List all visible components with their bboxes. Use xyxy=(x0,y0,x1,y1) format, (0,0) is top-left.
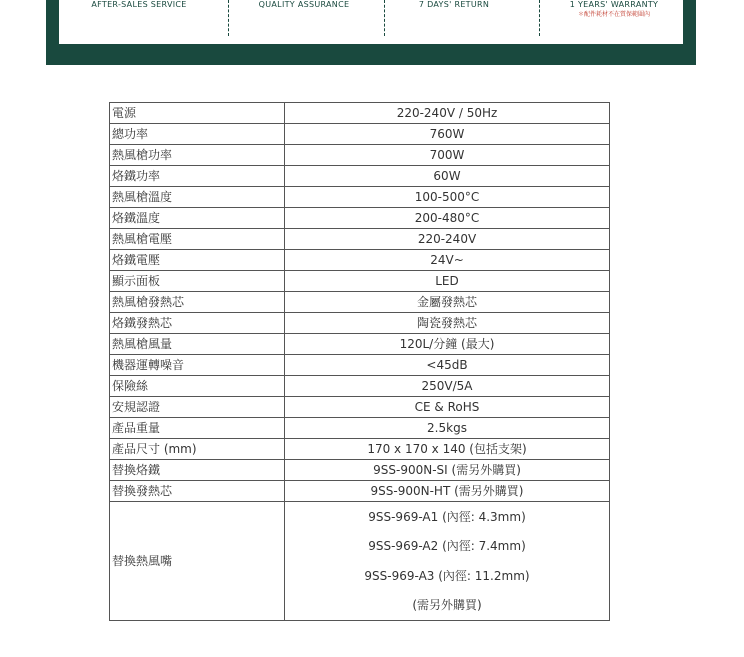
table-row xyxy=(110,145,610,166)
spec-key: 替換熱風嘴 xyxy=(110,502,285,621)
service-label: AFTER-SALES SERVICE xyxy=(91,0,187,9)
spec-key: 機器運轉噪音 xyxy=(110,355,285,376)
table-row xyxy=(110,418,610,439)
spec-value: 170 x 170 x 140 (包括支架) xyxy=(285,439,610,460)
service-quality-assurance xyxy=(234,0,374,44)
spec-value: 9SS-900N-SI (需另外購買) xyxy=(285,460,610,481)
spec-key: 替換發熱芯 xyxy=(110,481,285,502)
spec-key: 電源 xyxy=(110,103,285,124)
table-row xyxy=(110,124,610,145)
spec-value: 金屬發熱芯 xyxy=(285,292,610,313)
table-row xyxy=(110,439,610,460)
spec-key: 總功率 xyxy=(110,124,285,145)
spec-key: 安規認證 xyxy=(110,397,285,418)
nozzle-line: 9SS-969-A3 (內徑: 11.2mm) xyxy=(364,568,530,583)
spec-key: 烙鐵功率 xyxy=(110,166,285,187)
service-banner xyxy=(46,0,696,65)
spec-value: 24V~ xyxy=(285,250,610,271)
table-row-nozzle xyxy=(110,502,610,621)
table-row xyxy=(110,292,610,313)
spec-key: 熱風槍風量 xyxy=(110,334,285,355)
spec-value: 60W xyxy=(285,166,610,187)
table-row xyxy=(110,271,610,292)
spec-value: 700W xyxy=(285,145,610,166)
spec-value: 220-240V / 50Hz xyxy=(285,103,610,124)
spec-key: 熱風槍發熱芯 xyxy=(110,292,285,313)
table-row xyxy=(110,166,610,187)
spec-key: 烙鐵發熱芯 xyxy=(110,313,285,334)
spec-key: 顯示面板 xyxy=(110,271,285,292)
spec-value: 120L/分鐘 (最大) xyxy=(285,334,610,355)
divider xyxy=(384,0,385,36)
table-row xyxy=(110,460,610,481)
table-row xyxy=(110,229,610,250)
spec-value: 760W xyxy=(285,124,610,145)
nozzle-line: 9SS-969-A2 (內徑: 7.4mm) xyxy=(368,539,526,554)
spec-value: CE & RoHS xyxy=(285,397,610,418)
table-row xyxy=(110,397,610,418)
service-warranty xyxy=(544,0,684,44)
nozzle-line: (需另外購買) xyxy=(412,598,482,613)
spec-value: 220-240V xyxy=(285,229,610,250)
spec-key: 熱風槍電壓 xyxy=(110,229,285,250)
spec-key: 熱風槍溫度 xyxy=(110,187,285,208)
spec-key: 產品重量 xyxy=(110,418,285,439)
service-label: QUALITY ASSURANCE xyxy=(258,0,350,9)
table-row xyxy=(110,250,610,271)
spec-table xyxy=(109,102,610,621)
table-row xyxy=(110,481,610,502)
spec-key: 產品尺寸 (mm) xyxy=(110,439,285,460)
spec-value: 100-500°C xyxy=(285,187,610,208)
service-label: 7 DAYS' RETURN xyxy=(418,0,490,9)
table-row xyxy=(110,355,610,376)
spec-value: 2.5kgs xyxy=(285,418,610,439)
table-row xyxy=(110,208,610,229)
spec-key: 烙鐵電壓 xyxy=(110,250,285,271)
table-row xyxy=(110,334,610,355)
spec-key: 熱風槍功率 xyxy=(110,145,285,166)
service-banner-panel xyxy=(59,0,683,44)
spec-value: 陶瓷發熱芯 xyxy=(285,313,610,334)
table-row xyxy=(110,103,610,124)
spec-key: 烙鐵溫度 xyxy=(110,208,285,229)
spec-value: 9SS-900N-HT (需另外購買) xyxy=(285,481,610,502)
spec-value xyxy=(285,502,610,621)
spec-value: LED xyxy=(285,271,610,292)
spec-value: <45dB xyxy=(285,355,610,376)
nozzle-line: 9SS-969-A1 (內徑: 4.3mm) xyxy=(368,509,526,524)
spec-key: 保險絲 xyxy=(110,376,285,397)
divider xyxy=(539,0,540,36)
table-row xyxy=(110,187,610,208)
service-label: 1 YEARS' WARRANTY xyxy=(569,0,659,9)
spec-value: 200-480°C xyxy=(285,208,610,229)
spec-value: 250V/5A xyxy=(285,376,610,397)
table-row xyxy=(110,376,610,397)
table-row xyxy=(110,313,610,334)
spec-key: 替換烙鐵 xyxy=(110,460,285,481)
warranty-note: ＊配件耗材不在質保範圍內 xyxy=(577,11,650,18)
service-return xyxy=(389,0,519,44)
divider xyxy=(228,0,229,36)
service-after-sales xyxy=(69,0,209,44)
